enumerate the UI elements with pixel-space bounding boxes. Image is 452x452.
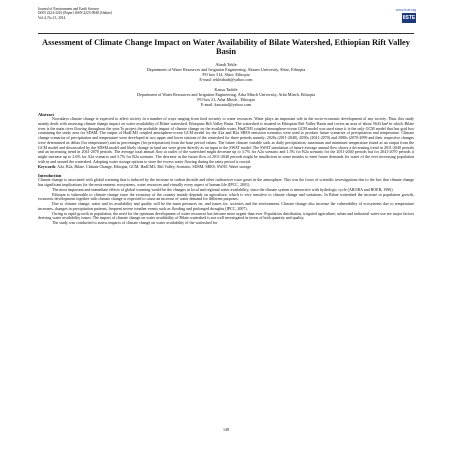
author-block-2 [38,88,414,108]
iiste-logo: IISTE [402,15,416,21]
intro-paragraph: Due to climate change, water and its availability and quality will be the main pressures on, and issues for, societies and the environment. Climate change also increase the vulnerability of ecosystems due to temperature increases, changes in precipitation patterns, frequent severe weather events such as flooding and prolonged droughts (IPCC, 2007). [38,201,414,211]
keywords-text: : A2a, B2a, Bilate, Climate Change, Ethiopia, GCM, HadCM3, Rift Valley, Scenario, SDSM, SRES, SWAT, Water storage [55,163,251,169]
keywords-label: Keywords [38,163,56,169]
author-block-1 [38,63,414,83]
journal-header [38,0,414,33]
journal-name: Journal of Environment and Earth Science [38,7,99,11]
author-address: PO box 21, Arba Minch , Ethiopia [197,97,255,103]
author-name: Abadi Tekle [215,61,237,67]
introduction-heading: Introduction [38,173,62,179]
author-email: E-mail: tekleabadi@yahoo.com [199,76,253,82]
journal-issn: ISSN 2224-3216 (Paper) ISSN 2225-0948 (Online) [38,11,112,16]
intro-paragraph: The most important and immediate effects of global warming would be the changes in local and regional water availability, since the climate system is interactive with hydrologic cycle (ARORA and BOER, 1996) [52,186,393,192]
abstract-heading: Abstract [38,112,54,118]
page-number: 148 [223,427,229,432]
intro-paragraph: Ethiopia is vulnerable to climate change since the economy of the country mainly depends on agriculture, which is very sensitive to climate change and variations. In Bilate watershed the increase in population growth, economic development together with climate change is expected to cause an increase of water demand for different purposes. [38,191,414,202]
author-email: E-mail: kassatad@yahoo.com [200,102,252,108]
keywords-line [38,165,414,170]
author-affiliation: Department of Water Resources and Irrigation Engineering, Arba Minch University, Arba Minch, Ethiopia [136,92,316,98]
journal-info [38,7,414,20]
intro-paragraph: Owing to rapid growth in population, the need for the optimum development of water resources has become more urgent than ever. Population distribution, irrigated agriculture, urban and industrial water use are major factors deriving water availability issues. The impact of climate change on water availability of Bilate watershed is not well investigated in terms of both quantity and quality. [38,210,414,221]
author-name: Kassa Tadele [214,87,238,93]
journal-volume: Vol.4, No.13, 2014 [38,15,66,20]
journal-url[interactable]: www.iiste.org [395,8,416,12]
author-address: PO box 314, Shire, Ethiopia [202,71,250,77]
paper-title: Assessment of Climate Change Impact on Water Availability of Bilate Watershed, Ethiopian Rift Valley Basin [42,38,410,57]
abstract-text: Nowadays climate change is expected to affect society in a number of ways ranging from food security to water resources. Water plays an important role in the socio-economic development of any society. Thus, this study mainly deals with assessing climate change impact on water availability of Bilate watershed, Ethiopian Rift Valley Basin. The watershed is situated in Ethiopian Rift Valley Basin and covers an area of about 5643 km² in which Bilate river is the main river flowing throughout the year.To project the probable impact of climate change on the available water, HadCM3 coupled atmosphere-ocean GCM model was used since it is the only GCM model that has grid box containing the study area for SDSM. The output of HadCM3 coupled atmosphere-ocean GCM model for the A2a and B2a SRES emission scenarios were used to produce future scenarios of precipitation and temperature. Climate change scenarios of precipitation and temperature were developed at two upper and lower stations of the watershed for three periods namely; 2020s (2011-2040), 2050s (2041-2070) and 2080s (2070-2099 and their respective changes were determined as deltas (for temperature) and as percentages (for precipitation) from the base period values. The future climate variable such as daily precipitation, maximum and minimum temperature found as an output from the GCM model and downscaled by the SDSM model and likely change in land use were given directly as an input to the SWAT model. The SWAT simulation of future average annual flow shows a decreasing trend in 2011-2040 periods and an increasing trend in 2041-2070 periods. The average total annual flow at outlet of the watershed might decrease up to 3.7% for A2a scenario and 1.5% for B2a scenario for the 2011-2040 periods but for 2041-2070 periods it might increase up to 2.6% for A2a scenario and 3.7% for B2a scenario. The decrease in the future flow of 2011-2040 periods might be insufficient in some months to meet future demands for water of the ever increasing population with in and around the watershed. Adopting water storage options to store the excess water flowing during the rainy period is crucial. [38,116,414,164]
author-affiliation: Department of Water Resources and Irrigation Engineering, Aksum University, Shire, Ethiopia [146,66,306,72]
header-rule [38,33,414,34]
intro-paragraph: The study was conducted to assess impacts of climate change on water availability of the watershed for [52,220,218,226]
intro-paragraph: Climate change is associated with global warming that is induced by the increase in carbon dioxide and other radioactive trace gases in the atmosphere. This was the focus of scientific investigations due to the fact that climate change has significant implications for the environment, ecosystems, water resources and virtually every aspect of human life (IPCC, 2001). [38,177,414,188]
